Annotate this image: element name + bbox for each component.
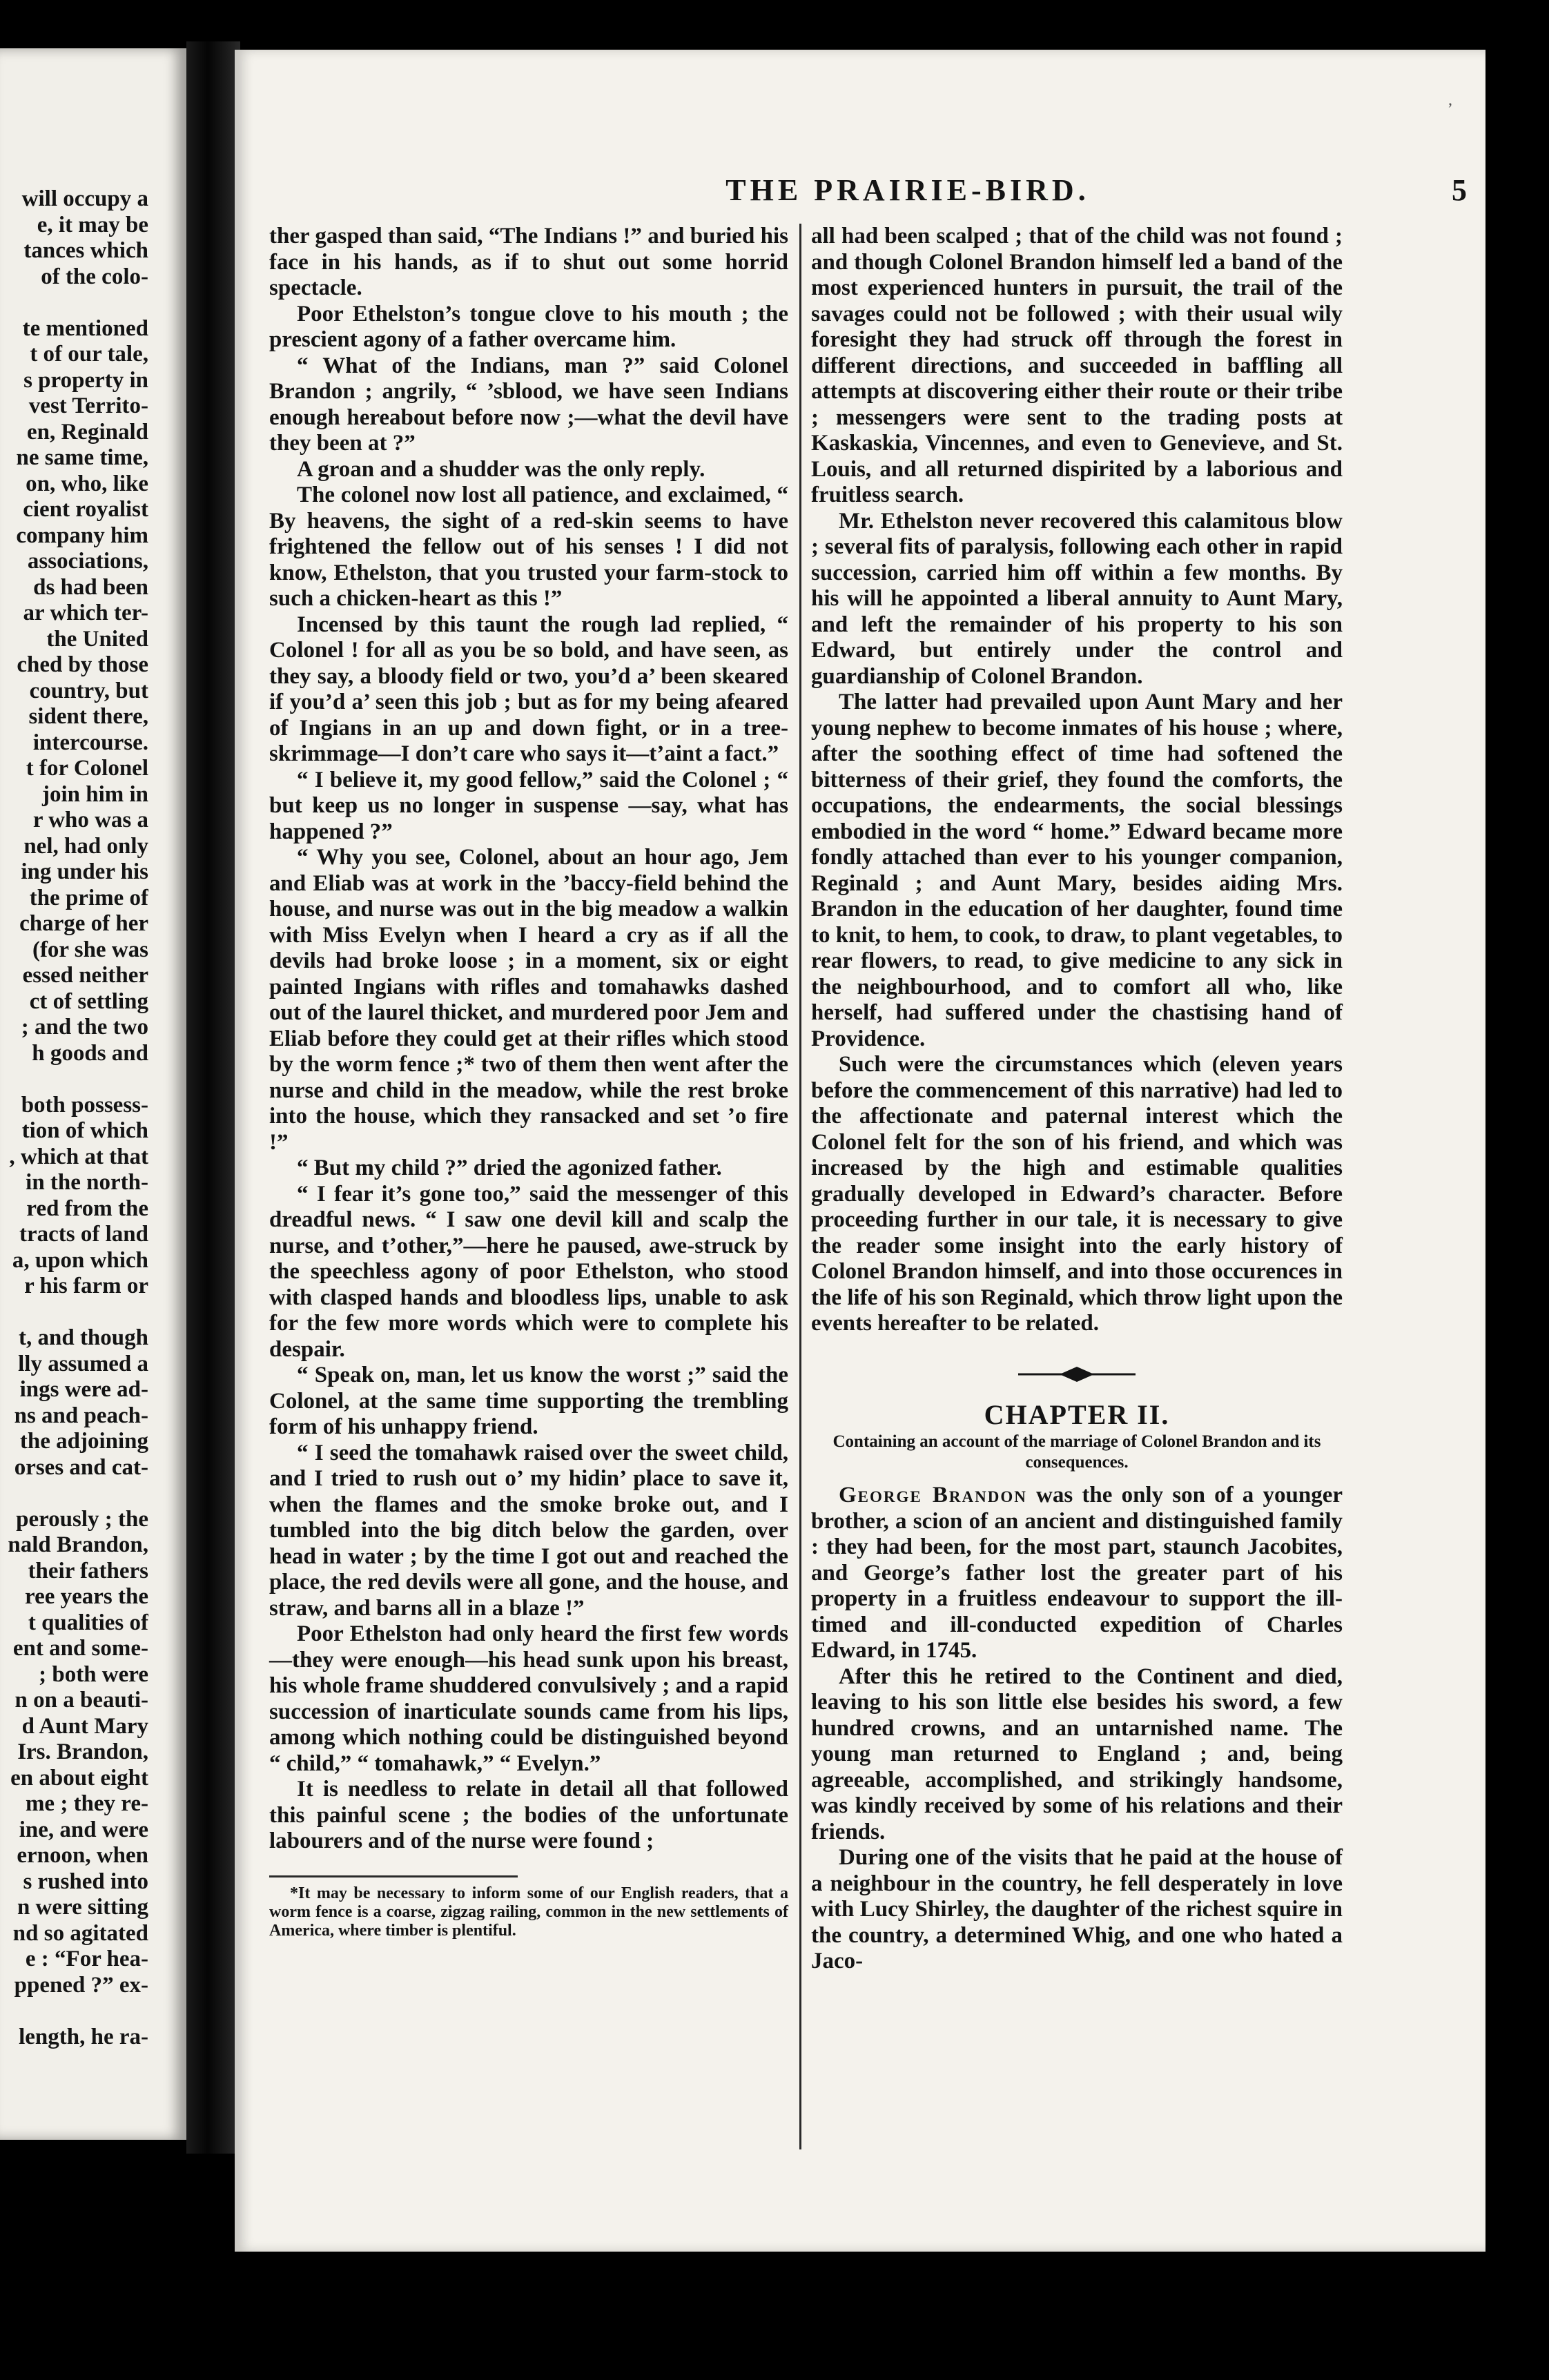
facing-page-line: lly assumed a: [18, 1351, 148, 1376]
facing-page-line: [0, 1998, 148, 2025]
facing-page-line: company him: [16, 523, 148, 548]
paragraph: “ What of the Indians, man ?” said Colonel Brandon ; angrily, “ ’sblood, we have seen Indians enough hereabout before now ;—what the devil have they been at ?”: [269, 353, 788, 456]
facing-page-line: e : “For hea-: [25, 1947, 148, 1971]
paragraph: “ Speak on, man, let us know the worst ;” said the Colonel, at the same time supporting the trembling form of his unhappy friend.: [269, 1363, 788, 1439]
facing-page-line: charge of her: [19, 911, 148, 936]
facing-page-line: join him in: [41, 781, 148, 807]
facing-page-line: [0, 290, 148, 316]
facing-page-line: ing under his: [21, 859, 148, 884]
paragraph: “ I fear it’s gone too,” said the messenger of this dreadful news. “ I saw one devil kill and scalp the nurse, and t’other,”—here he paused, awe-struck by the speechless agony of poor Ethelston, who stood with clasped hands and bloodless lips, unable to ask for the few more words which were to complete his despair.: [269, 1181, 788, 1362]
left-column-paragraphs: [269, 224, 788, 1855]
facing-page-line: [0, 1300, 148, 1326]
running-title: THE PRAIRIE-BIRD.: [725, 173, 1090, 207]
facing-page-line: ent and some-: [12, 1636, 148, 1661]
facing-page-line: ched by those: [17, 652, 148, 677]
facing-page-line: en about eight: [10, 1765, 148, 1791]
facing-page-line: me ; they re-: [25, 1791, 148, 1816]
book-gutter: [186, 41, 240, 2154]
opening-text: was the only son of a younger brother, a scion of an ancient and distinguished family : they had been, for the most part, staunch Jacobites, and George’s father lost the greater part of his property in a fruitless endeavour to support the ill-timed and ill-conducted expedition of Charles Edward, in 1745.: [811, 1483, 1343, 1663]
facing-page-line: ernoon, when: [17, 1843, 148, 1868]
paragraph: The latter had prevailed upon Aunt Mary and her young nephew to become inmates of his house ; where, after the soothing effect of time had softened the bitterness of their grief, they found the comforts, the occupations, the endearments, the social blessings embodied in the word “ home.” Edward became more fondly attached than ever to his younger companion, Reginald ; and Aunt Mary, besides aiding Mrs. Brandon in the education of her daughter, found time to knit, to hem, to cook, to draw, to plant vegetables, to rear flowers, to read, to give medicine to any sick in the neighbourhood, and to comfort all who, like herself, had suffered under the chastising hand of Providence.: [811, 690, 1343, 1051]
facing-page-line: associations,: [27, 549, 148, 574]
facing-page-line: t for Colonel: [26, 756, 148, 781]
facing-page-line: vest Territo-: [28, 393, 148, 418]
facing-page-line: ree years the: [25, 1584, 148, 1609]
facing-page-line: n were sitting: [17, 1895, 148, 1920]
footnote-rule: [269, 1875, 518, 1877]
facing-page-line: ct of settling: [29, 988, 148, 1014]
facing-page-line: of the colo-: [41, 264, 148, 289]
facing-page-fragment: [0, 48, 186, 2140]
facing-page-line: nd so agitated: [12, 1920, 148, 1946]
facing-page-line: essed neither: [22, 963, 148, 988]
facing-page-line: in the north-: [26, 1170, 148, 1195]
paragraph: “ But my child ?” dried the agonized father.: [297, 1155, 722, 1180]
facing-page-line: h goods and: [32, 1040, 148, 1066]
facing-page-line: the United: [46, 626, 148, 652]
facing-page-line: ar which ter-: [23, 601, 148, 625]
facing-page-line: intercourse.: [32, 730, 148, 755]
paragraph: Poor Ethelston’s tongue clove to his mouth ; the prescient agony of a father overcame him.: [269, 301, 788, 352]
opening-name: George Brandon: [839, 1483, 1027, 1508]
facing-page-line: country, but: [29, 678, 148, 703]
facing-page-line: ppened ?” ex-: [14, 1972, 148, 1998]
facing-page-line: tances which: [23, 238, 148, 263]
facing-page-line: (for she was: [32, 937, 148, 962]
chapter-opening-paragraph: [811, 1483, 1343, 1664]
facing-page-line: e, it may be: [37, 212, 148, 237]
facing-page-line: ds had been: [33, 574, 148, 600]
facing-page-line: ine, and were: [19, 1817, 148, 1842]
corner-mark: ,: [1448, 91, 1452, 109]
facing-page-line: ns and peach-: [14, 1403, 148, 1428]
paragraph: During one of the visits that he paid at the house of a neighbour in the country, he fell desperately in love with Lucy Shirley, the daughter of the richest squire in the country, a determined Whig, and one who hated a Jaco-: [811, 1845, 1343, 1973]
facing-page-line: en, Reginald: [26, 419, 148, 445]
facing-page-line: tion of which: [21, 1118, 148, 1143]
page-header: [621, 173, 1467, 221]
paragraph: “ Why you see, Colonel, about an hour ago, Jem and Eliab was at work in the ’baccy-field behind the house, and nurse was out in the big meadow a walkin with Miss Evelyn when I heard a cry as if all the devils had broke loose ; in a moment, six or eight painted Ingians with rifles and tomahawks dashed out of the laurel thicket, and murdered poor Jem and Eliab before they could get at their rifles which stood by the worm fence ;* two of them then went after the nurse and child in the meadow, while the rest broke into the house, which they ransacked and set ’o fire !”: [269, 845, 788, 1155]
paragraph: “ I seed the tomahawk raised over the sweet child, and I tried to rush out o’ my hidin’ place to save it, when the flames and the smoke broke out, and I tumbled into the big ditch below the garden, over head in water ; by the time I got out and reached the place, the red devils were all gone, and the house, and straw, and barns all in a blaze !”: [269, 1440, 788, 1621]
facing-page-line: tracts of land: [19, 1222, 148, 1247]
paragraph: The colonel now lost all patience, and exclaimed, “ By heavens, the sight of a red-skin seems to have frightened the fellow out of his senses ! I did not know, Ethelston, that you trusted your farm-stock to such a chicken-heart as this !”: [269, 482, 788, 611]
facing-page-line: sident there,: [28, 704, 148, 729]
facing-page-line: , which at that: [9, 1144, 148, 1169]
page-number: 5: [1452, 173, 1467, 207]
chapter-heading: CHAPTER II.: [984, 1398, 1170, 1430]
facing-page-line: te mentioned: [22, 315, 148, 341]
facing-page-line: ; and the two: [21, 1015, 148, 1040]
left-text-column: [269, 224, 788, 1940]
chapter-ornament: [811, 1354, 1343, 1395]
paragraph: ther gasped than said, “The Indians !” and buried his face in his hands, as if to shut out some horrid spectacle.: [269, 224, 788, 300]
facing-page-line: both possess-: [21, 1092, 148, 1118]
facing-page-line: will occupy a: [21, 186, 148, 211]
facing-page-line: cient royalist: [23, 497, 148, 522]
facing-page-line: length, he ra-: [19, 2024, 148, 2049]
facing-page-line: perously ; the: [16, 1506, 148, 1532]
paragraph: “ I believe it, my good fellow,” said the Colonel ; “ but keep us no longer in suspense —say, what has happened ?”: [269, 767, 788, 844]
right-text-column: [811, 224, 1343, 1975]
chapter-summary: Containing an account of the marriage of Colonel Brandon and its consequences.: [832, 1432, 1321, 1472]
facing-page-line: Irs. Brandon,: [17, 1739, 148, 1764]
facing-page-line: s property in: [23, 367, 148, 393]
facing-page-line: ; both were: [39, 1661, 148, 1687]
paragraph: It is needless to relate in detail all that followed this painful scene ; the bodies of the unfortunate labourers and of the nurse were found ;: [269, 1777, 788, 1853]
facing-page-line: [0, 1481, 148, 1507]
facing-page-line: on, who, like: [26, 471, 148, 496]
facing-page-line: r who was a: [32, 808, 148, 832]
paragraph: After this he retired to the Continent and died, leaving to his son little else besides his sword, a few hundred crowns, and an untarnished name. The young man returned to England ; and, being agreeable, accomplished, and strikingly handsome, was kindly received by some of his relations and their friends.: [811, 1664, 1343, 1844]
ornament-rule-icon: [1018, 1365, 1136, 1383]
facing-page-line: t of our tale,: [30, 342, 148, 367]
facing-page-line: the prime of: [29, 885, 148, 910]
facing-page-line: a, upon which: [12, 1247, 148, 1273]
footnote: *It may be necessary to inform some of our English readers, that a worm fence is a coarse, zigzag railing, common in the new settlements of America, where timber is plentiful.: [269, 1884, 788, 1940]
facing-page-line: r his farm or: [24, 1274, 148, 1298]
column-rule: [799, 224, 801, 2149]
facing-page-line: ne same time,: [16, 445, 148, 470]
paragraph: Poor Ethelston had only heard the first few words—they were enough—his head sunk upon his breast, his whole frame shuddered convulsively ; and a rapid succession of inarticulate sounds came from his lips, among which nothing could be distinguished beyond “ child,” “ tomahawk,” “ Evelyn.”: [269, 1621, 788, 1776]
book-page: [235, 50, 1485, 2252]
facing-page-line: t qualities of: [28, 1610, 148, 1635]
paragraph: A groan and a shudder was the only reply.: [297, 456, 705, 482]
facing-page-line: t, and though: [19, 1325, 148, 1350]
facing-page-line: red from the: [26, 1196, 148, 1221]
facing-page-line: their fathers: [28, 1558, 148, 1583]
facing-page-line: [0, 1066, 148, 1093]
facing-page-line: the adjoining: [19, 1429, 148, 1454]
paragraph: all had been scalped ; that of the child was not found ; and though Colonel Brandon himself led a band of the most experienced hunters in pursuit, the trail of the savages could not be followed ; with their usual wily foresight they had struck off through the forest in different directions, and succeeded in baffling all attempts at discovering either their route or their tribe ; messengers were sent to the trading posts at Kaskaskia, Vincennes, and even to Genevieve, and St. Louis, and all returned dispirited by a laborious and fruitless search.: [811, 224, 1343, 507]
facing-page-line: d Aunt Mary: [21, 1713, 148, 1739]
facing-page-line: orses and cat-: [14, 1454, 148, 1480]
paragraph: Such were the circumstances which (eleven years before the commencement of this narrative) had led to the affectionate and paternal interest which the Colonel felt for the son of his friend, and which was increased by the high and estimable qualities gradually developed in Edward’s character. Before proceeding further in our tale, it is necessary to give the reader some insight into the early history of Colonel Brandon himself, and into those occurences in the life of his son Reginald, which throw light upon the events hereafter to be related.: [811, 1052, 1343, 1336]
facing-page-line: nald Brandon,: [8, 1532, 148, 1557]
facing-page-line: ings were ad-: [19, 1377, 148, 1402]
facing-page-line: n on a beauti-: [14, 1688, 148, 1713]
facing-page-line: nel, had only: [23, 833, 148, 859]
paragraph: Incensed by this taunt the rough lad replied, “ Colonel ! for all as you be so bold, and have seen, as they say, a bloody field or two, you’d a’ been skeared if you’d a’ seen this job ; but as for my being afeared of Ingians in an up and down fight, or in a tree-skrimmage—I don’t care who says it—t’aint a fact.”: [269, 612, 788, 766]
paragraph: Mr. Ethelston never recovered this calamitous blow ; several fits of paralysis, following each other in rapid succession, carried him off within a few months. By his will he appointed a liberal annuity to Aunt Mary, and left the remainder of his property to his son Edward, but entirely under the control and guardianship of Colonel Brandon.: [811, 508, 1343, 689]
facing-page-text-column: [0, 186, 148, 2050]
facing-page-line: s rushed into: [23, 1869, 148, 1894]
